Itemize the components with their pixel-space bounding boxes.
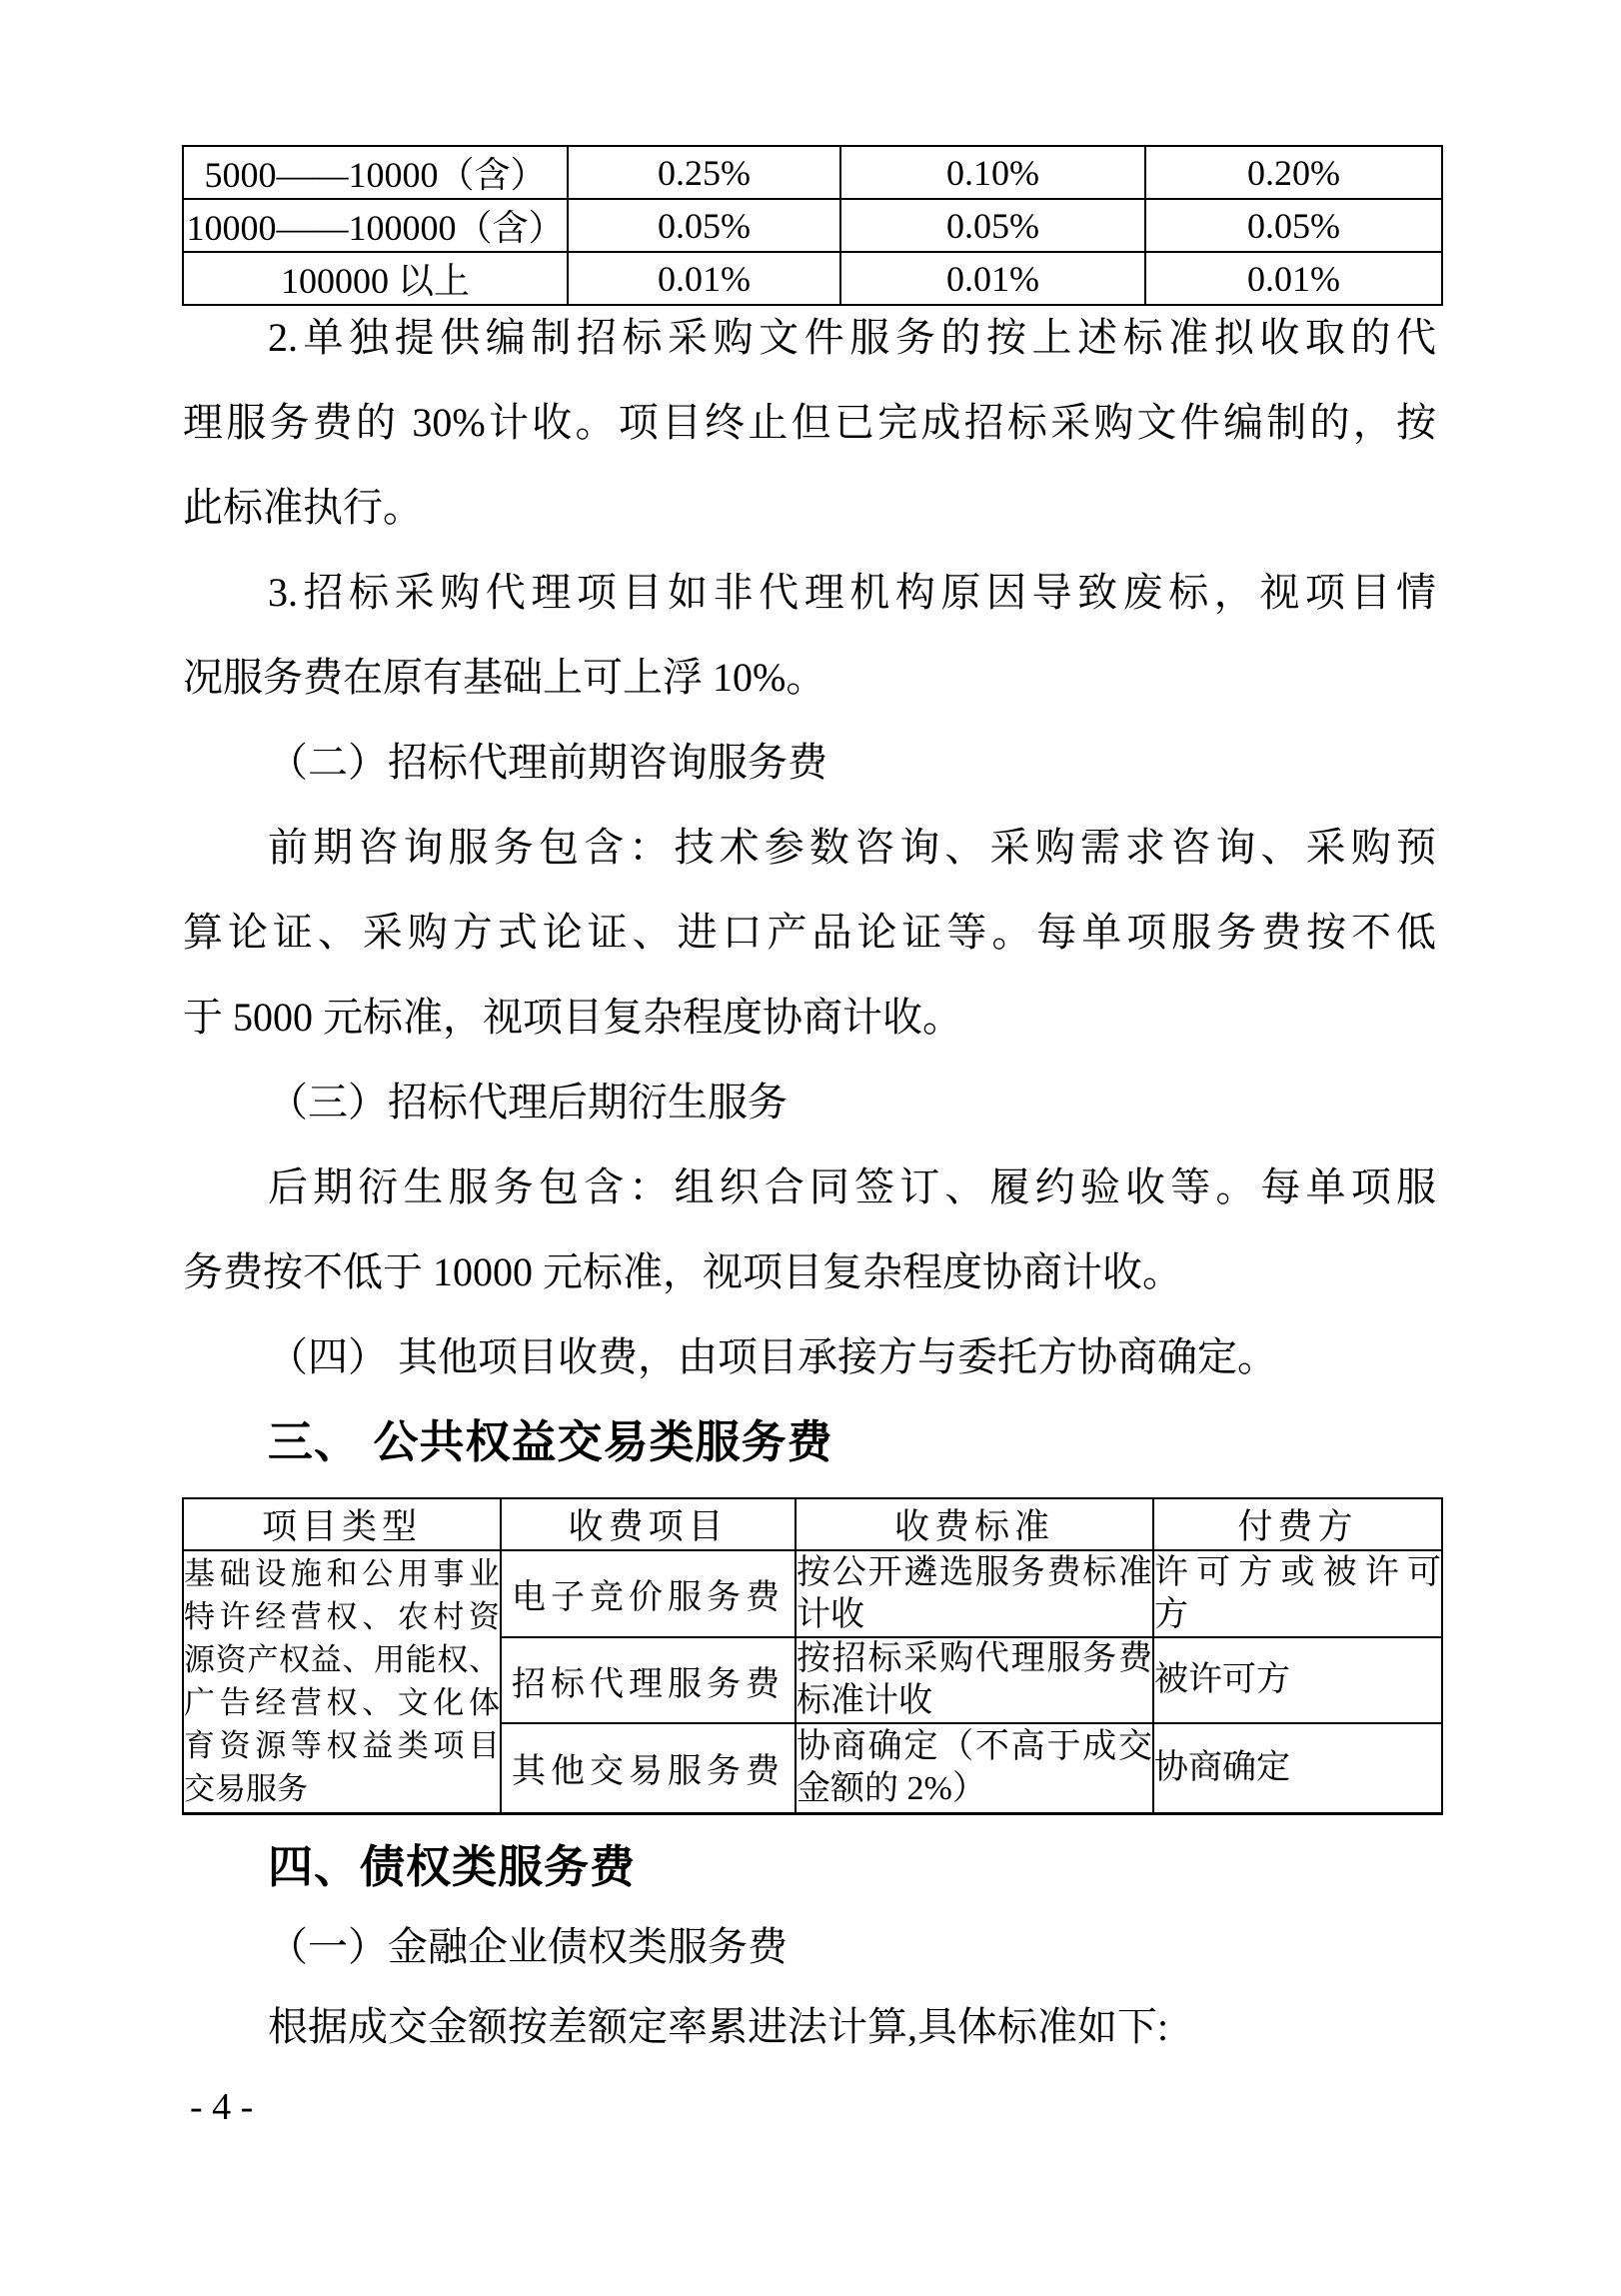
cell-line: 协商确定 — [1154, 1748, 1290, 1786]
section-heading-3: 三、 公共权益交易类服务费 — [268, 1416, 833, 1467]
cell-line: 交易服务 — [184, 1771, 308, 1807]
subsection-heading-2: （二）招标代理前期咨询服务费 — [268, 740, 827, 785]
paragraph-line: 理服务费的 30%计收。项目终止但已完成招标采购文件编制的，按 — [183, 400, 1436, 445]
paragraph-line: 3.招标采购代理项目如非代理机构原因导致废标，视项目情 — [268, 570, 1436, 615]
rate-cell: 0.25% — [568, 146, 840, 199]
cell-line: 基础设施和公用事业 — [184, 1556, 500, 1592]
cell-line: 按招标采购代理服务费 — [797, 1640, 1152, 1677]
cell-line: 方 — [1154, 1595, 1188, 1633]
cell-line: 计收 — [797, 1595, 864, 1633]
rate-cell: 0.01% — [840, 252, 1145, 305]
payer-cell — [1153, 1637, 1442, 1723]
paragraph-line: 后期衍生服务包含：组织合同签订、履约验收等。每单项服 — [268, 1164, 1436, 1209]
project-type-cell — [183, 1550, 501, 1813]
rate-cell: 0.10% — [840, 146, 1145, 199]
paragraph-line: 于 5000 元标准，视项目复杂程度协商计收。 — [183, 995, 962, 1040]
rate-cell: 0.05% — [840, 199, 1145, 252]
page-number: - 4 - — [190, 2086, 254, 2128]
fee-standard-cell — [796, 1550, 1153, 1637]
cell-line: 协商确定（不高于成交 — [797, 1727, 1152, 1765]
cell-line: 被许可方 — [1154, 1661, 1290, 1698]
cell-line: 特许经营权、农村资 — [184, 1599, 500, 1635]
cell-line: 标准计收 — [797, 1682, 932, 1719]
table-row — [183, 146, 1442, 199]
fee-rate-table — [182, 145, 1443, 306]
body-text-block — [183, 295, 1436, 1484]
paragraph-line: 况服务费在原有基础上可上浮 10%。 — [183, 655, 826, 700]
rate-cell: 0.01% — [1145, 252, 1442, 305]
column-header: 收费标准 — [796, 1498, 1153, 1550]
rate-cell: 0.05% — [568, 199, 840, 252]
fee-item-cell: 其他交易服务费 — [501, 1723, 796, 1813]
paragraph-line: 此标准执行。 — [183, 485, 423, 530]
cell-line: 按公开遴选服务费标准 — [797, 1553, 1152, 1591]
table-row — [183, 199, 1442, 252]
table-row — [183, 1550, 1442, 1637]
rights-trading-fee-table — [182, 1497, 1443, 1815]
payer-cell — [1153, 1723, 1442, 1813]
table-header-row — [183, 1498, 1442, 1550]
subsection-heading-3: （三）招标代理后期衍生服务 — [268, 1080, 788, 1125]
cell-line: 许可方或被许可 — [1154, 1553, 1441, 1591]
rate-cell: 0.01% — [568, 252, 840, 305]
cell-line: 广告经营权、文化体 — [184, 1685, 500, 1721]
subsection-heading-4: （四） 其他项目收费，由项目承接方与委托方协商确定。 — [268, 1334, 1277, 1379]
amount-range-cell: 5000——10000（含） — [183, 146, 568, 199]
paragraph-line: 前期咨询服务包含：技术参数咨询、采购需求咨询、采购预 — [268, 825, 1436, 870]
cell-line: 金额的 2%） — [797, 1769, 986, 1807]
subsection-heading-1: （一）金融企业债权类服务费 — [268, 1924, 788, 1969]
rate-cell: 0.05% — [1145, 199, 1442, 252]
column-header: 收费项目 — [501, 1498, 796, 1550]
paragraph-line: 2.单独提供编制招标采购文件服务的按上述标准拟收取的代 — [268, 315, 1436, 360]
column-header: 付费方 — [1153, 1498, 1442, 1550]
column-header: 项目类型 — [183, 1498, 501, 1550]
fee-standard-cell — [796, 1723, 1153, 1813]
amount-range-cell: 10000——100000（含） — [183, 199, 568, 252]
rate-cell: 0.20% — [1145, 146, 1442, 199]
section-heading-4: 四、债权类服务费 — [268, 1841, 637, 1892]
paragraph-line: 算论证、采购方式论证、进口产品论证等。每单项服务费按不低 — [183, 910, 1436, 955]
cell-line: 源资产权益、用能权、 — [184, 1642, 500, 1678]
payer-cell — [1153, 1550, 1442, 1637]
amount-range-cell: 100000 以上 — [183, 252, 568, 305]
cell-line: 育资源等权益类项目 — [184, 1728, 500, 1764]
fee-item-cell: 电子竞价服务费 — [501, 1550, 796, 1637]
paragraph-line: 务费按不低于 10000 元标准，视项目复杂程度协商计收。 — [183, 1249, 1182, 1294]
fee-item-cell: 招标代理服务费 — [501, 1637, 796, 1723]
body-text-block — [183, 1827, 1436, 2067]
fee-standard-cell — [796, 1637, 1153, 1723]
paragraph-line: 根据成交金额按差额定率累进法计算,具体标准如下: — [268, 2004, 1169, 2049]
